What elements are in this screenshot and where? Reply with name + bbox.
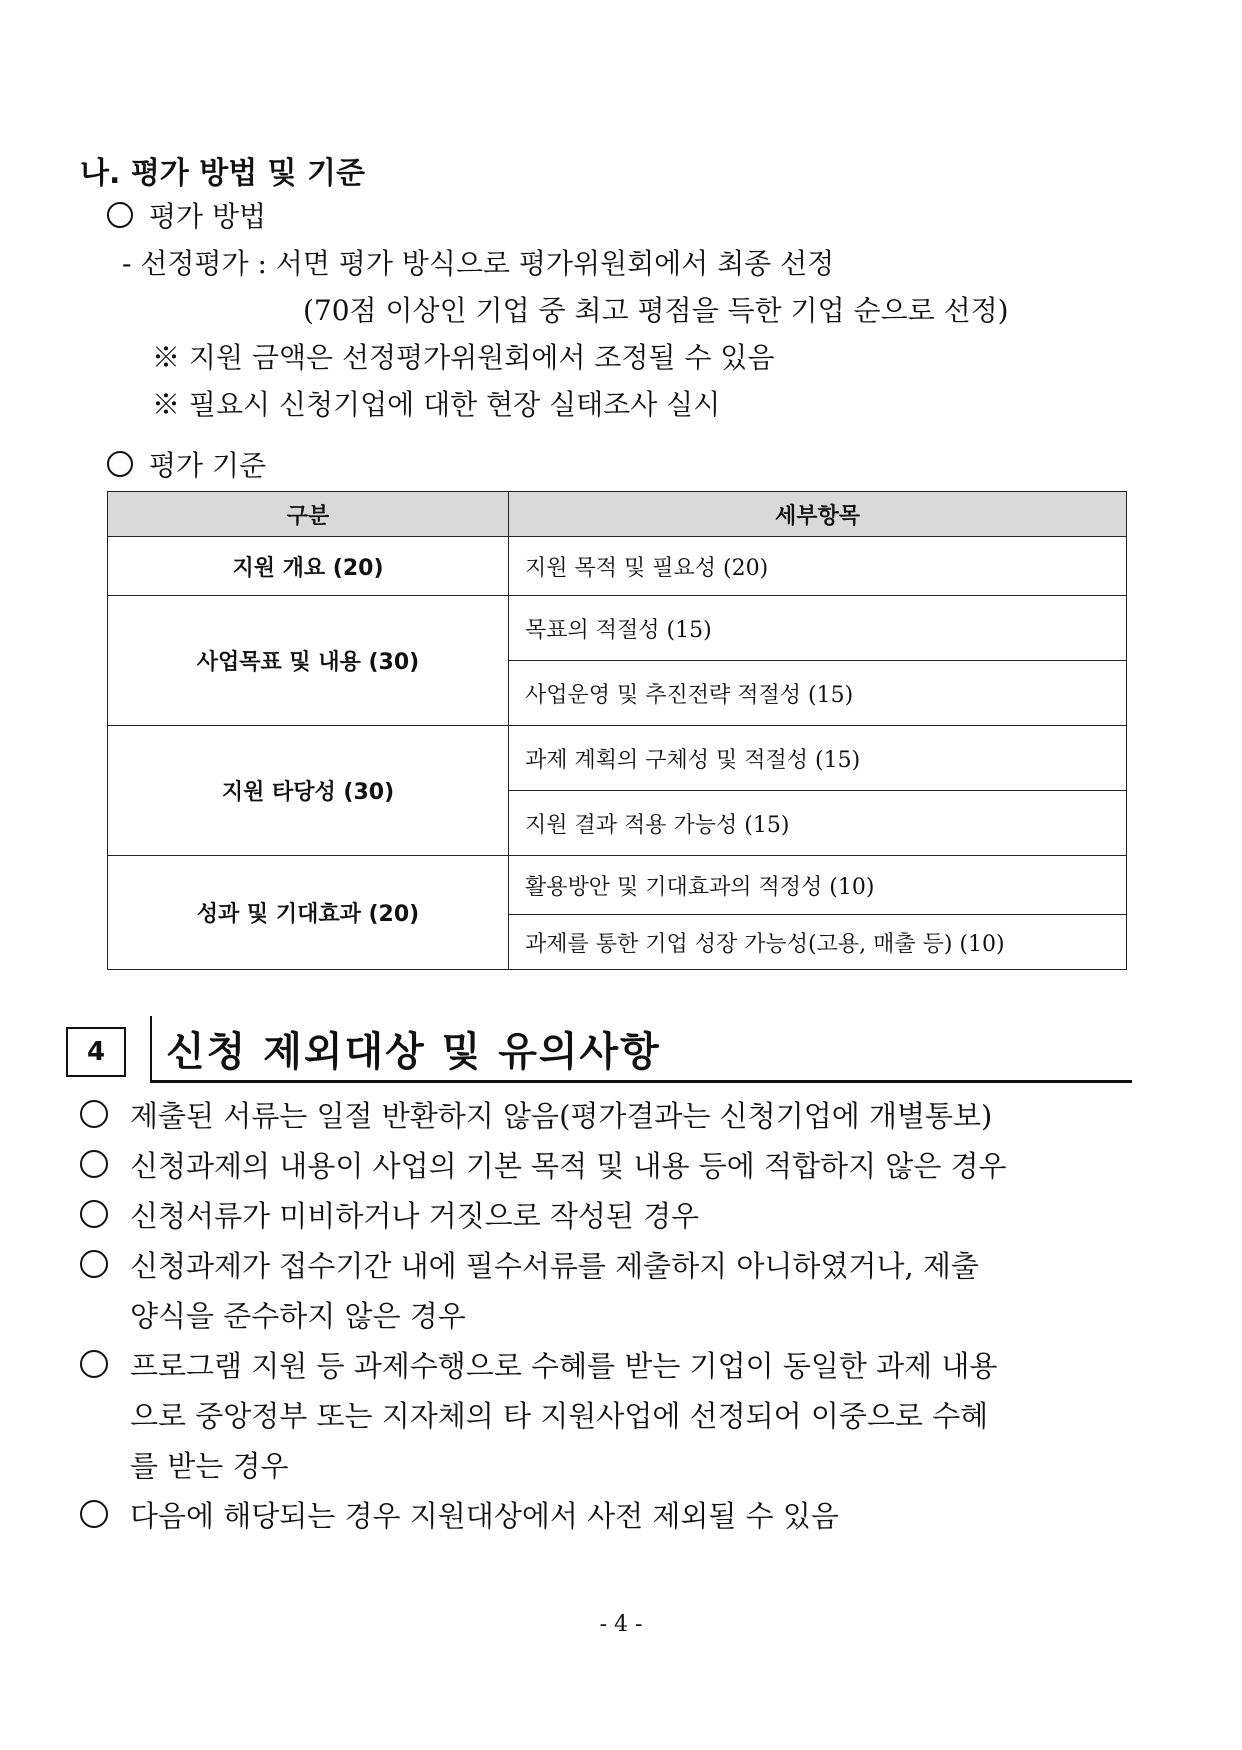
list-item	[80, 1244, 979, 1285]
list-item	[80, 1094, 992, 1135]
selection-line: - 선정평가 : 서면 평가 방식으로 평가위원회에서 최종 선정	[122, 247, 835, 280]
list-item-text: 다음에 해당되는 경우 지원대상에서 사전 제외될 수 있음	[130, 1499, 839, 1533]
item-cell: 활용방안 및 기대효과의 적정성 (10)	[509, 856, 1127, 915]
note-line: ※ 필요시 신청기업에 대한 현장 실태조사 실시	[152, 388, 721, 421]
circle-bullet-icon	[80, 1250, 108, 1278]
list-item-continuation: 으로 중앙정부 또는 지자체의 타 지원사업에 선정되어 이중으로 수혜	[130, 1399, 989, 1433]
table-row	[108, 726, 1127, 791]
list-item-text: 프로그램 지원 등 과제수행으로 수혜를 받는 기업이 동일한 과제 내용	[130, 1349, 998, 1383]
list-item	[80, 1144, 1007, 1185]
item-cell: 지원 목적 및 필요성 (20)	[509, 537, 1127, 596]
item-cell: 목표의 적절성 (15)	[509, 596, 1127, 661]
list-item-text: 신청과제가 접수기간 내에 필수서류를 제출하지 아니하였거나, 제출	[130, 1249, 979, 1283]
circle-bullet-icon	[107, 451, 133, 477]
list-item-text: 신청서류가 미비하거나 거짓으로 작성된 경우	[130, 1199, 700, 1233]
circle-bullet-icon	[80, 1100, 108, 1128]
category-cell: 성과 및 기대효과 (20)	[108, 856, 509, 970]
list-item	[80, 1344, 997, 1385]
list-item-continuation: 를 받는 경우	[130, 1449, 289, 1483]
list-item-text: 신청과제의 내용이 사업의 기본 목적 및 내용 등에 적합하지 않은 경우	[130, 1149, 1007, 1183]
criteria-table	[107, 491, 1127, 970]
eval-method-label: 평가 방법	[149, 200, 267, 233]
item-cell: 지원 결과 적용 가능성 (15)	[509, 791, 1127, 856]
category-cell: 지원 개요 (20)	[108, 537, 509, 596]
selection-note: (70점 이상인 기업 중 최고 평점을 득한 기업 순으로 선정)	[303, 294, 1009, 327]
page-number: - 4 -	[599, 1612, 643, 1637]
circle-bullet-icon	[80, 1500, 108, 1528]
section-title: 신청 제외대상 및 유의사항	[166, 1029, 661, 1075]
circle-bullet-icon	[80, 1200, 108, 1228]
circle-bullet-icon	[80, 1150, 108, 1178]
item-cell: 사업운영 및 추진전략 적절성 (15)	[509, 661, 1127, 726]
table-header-row	[108, 492, 1127, 537]
list-item-text: 제출된 서류는 일절 반환하지 않음(평가결과는 신청기업에 개별통보)	[130, 1099, 993, 1133]
eval-criteria-label: 평가 기준	[149, 449, 267, 482]
table-row	[108, 537, 1127, 596]
item-cell: 과제를 통한 기업 성장 가능성(고용, 매출 등) (10)	[509, 915, 1127, 970]
list-item-continuation: 양식을 준수하지 않은 경우	[130, 1299, 466, 1333]
table-row	[108, 856, 1127, 915]
section-number-box: 4	[66, 1027, 126, 1077]
eval-criteria-item	[107, 444, 266, 484]
section-title-bar	[150, 1016, 1132, 1083]
circle-bullet-icon	[80, 1350, 108, 1378]
table-header-items: 세부항목	[509, 492, 1127, 537]
note-line: ※ 지원 금액은 선정평가위원회에서 조정될 수 있음	[152, 341, 775, 374]
list-item	[80, 1194, 699, 1235]
table-row	[108, 596, 1127, 661]
category-cell: 지원 타당성 (30)	[108, 726, 509, 856]
circle-bullet-icon	[107, 202, 133, 228]
category-cell: 사업목표 및 내용 (30)	[108, 596, 509, 726]
list-item	[80, 1494, 839, 1535]
subsection-heading: 나. 평가 방법 및 기준	[80, 156, 366, 191]
eval-method-item	[107, 195, 266, 235]
item-cell: 과제 계획의 구체성 및 적절성 (15)	[509, 726, 1127, 791]
table-header-category: 구분	[108, 492, 509, 537]
